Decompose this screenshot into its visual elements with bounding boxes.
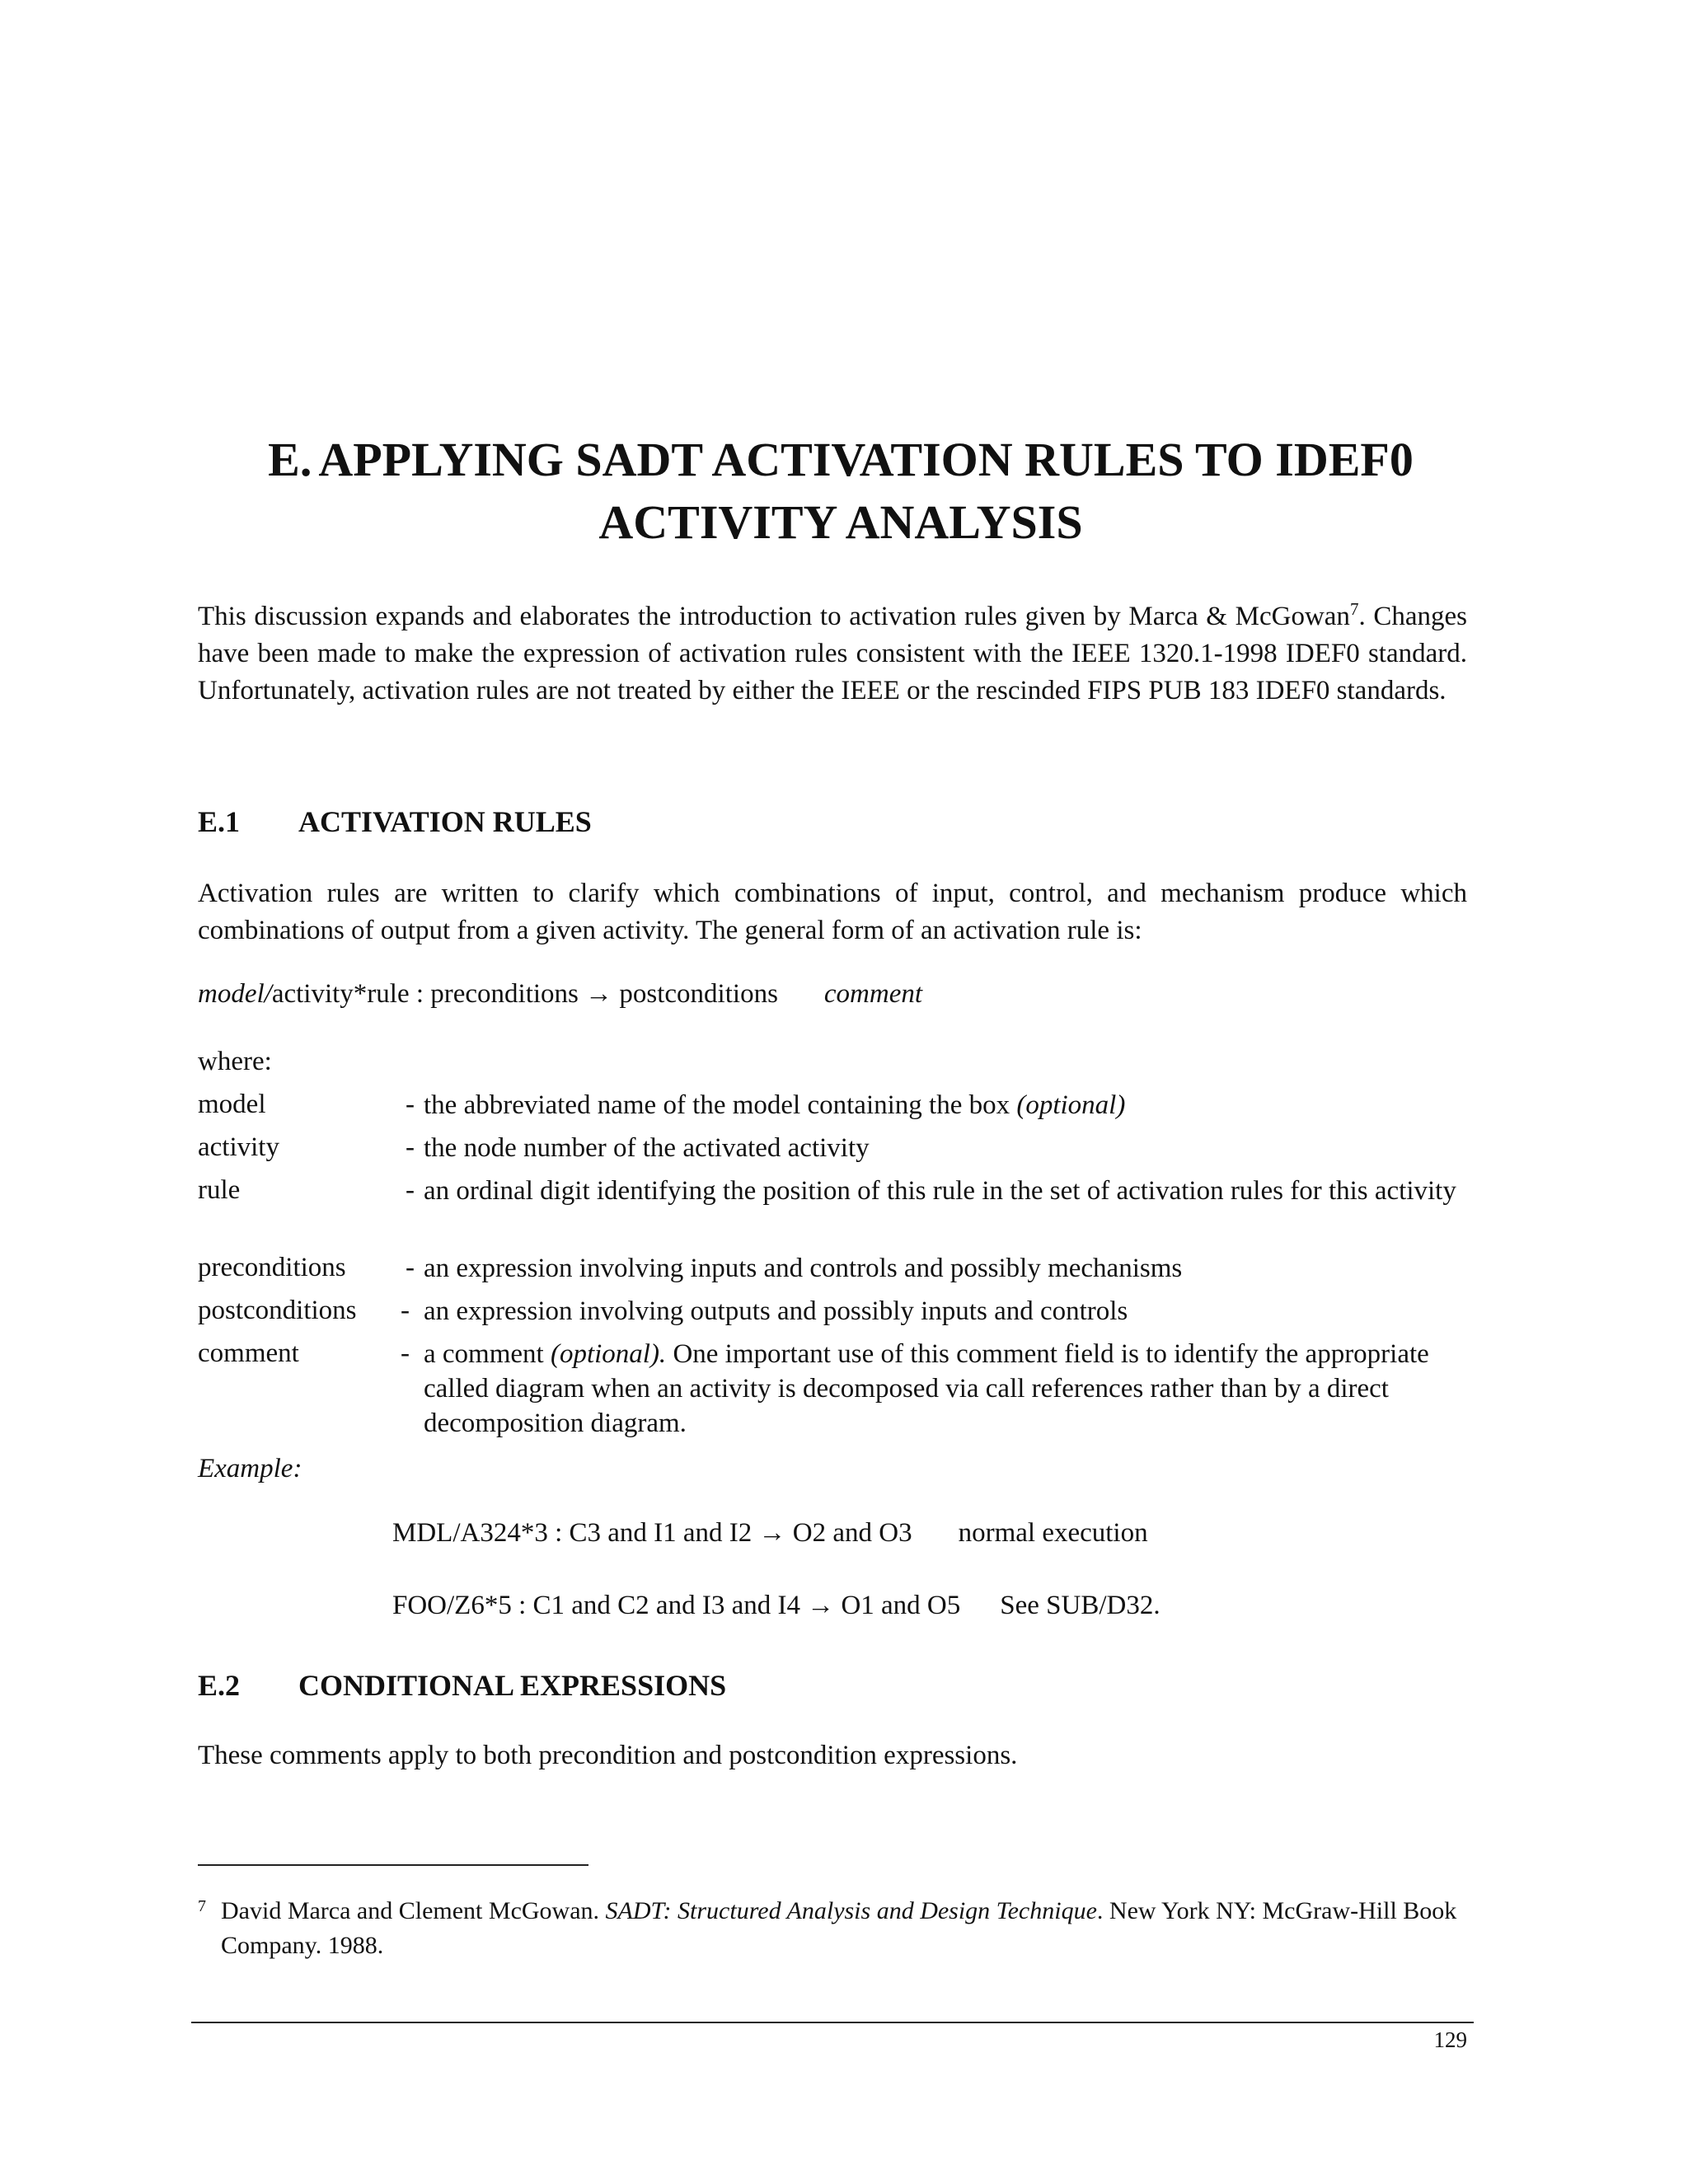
- title-number: E.: [268, 433, 312, 486]
- definition-dash: -: [401, 1296, 410, 1325]
- definition-text: an expression involving inputs and controls and possibly mechanisms: [424, 1254, 1183, 1283]
- footnote-ref[interactable]: 7: [1349, 599, 1359, 619]
- section-number: E.1: [198, 805, 241, 838]
- section-title: CONDITIONAL EXPRESSIONS: [298, 1669, 727, 1702]
- definition-term: activity: [198, 1132, 279, 1162]
- example-rule-text: MDL/A324*3 : C3 and I1 and I2 → O2 and O3: [392, 1518, 912, 1548]
- where-label: where:: [198, 1047, 272, 1076]
- example-rule-comment: normal execution: [958, 1518, 1148, 1548]
- example-rule-1: [392, 1515, 1148, 1552]
- footnote: [198, 1894, 1467, 1963]
- definition-term: rule: [198, 1175, 241, 1205]
- title-line-1: [198, 429, 1484, 491]
- example-rule-2: [392, 1587, 1160, 1624]
- footnote-book-title: SADT: Structured Analysis and Design Technique: [605, 1897, 1097, 1924]
- title-text-1: APPLYING SADT ACTIVATION RULES TO IDEF0: [318, 433, 1414, 486]
- footnote-number: 7: [198, 1897, 206, 1915]
- page-number: 129: [1433, 2027, 1467, 2052]
- definition-dash: -: [406, 1132, 415, 1162]
- example-rule-text: FOO/Z6*5 : C1 and C2 and I3 and I4 → O1 and O5: [392, 1591, 961, 1620]
- page-title: [198, 429, 1484, 554]
- definition-text: an ordinal digit identifying the position of this rule in the set of activation rules for this activity: [424, 1176, 1456, 1206]
- section-heading-e2: [198, 1666, 726, 1704]
- section-title: ACTIVATION RULES: [298, 805, 592, 838]
- section-number: E.2: [198, 1669, 241, 1702]
- definition-term: comment: [198, 1338, 299, 1368]
- definition-dash: -: [406, 1175, 415, 1205]
- definition-text: the node number of the activated activity: [424, 1133, 870, 1163]
- definition-dash: -: [401, 1338, 410, 1368]
- definition-term: postconditions: [198, 1296, 357, 1325]
- intro-text-end: . Changes have been made to make the expression of activation rules consistent with the IEEE 1320.1-1998 IDEF0 standard. Unfortunately, activation rules are not treated by either the IEEE or the rescinded FIPS PUB 183 IDEF0 standards.: [198, 602, 1467, 705]
- footnote-text: David Marca and Clement McGowan. SADT: Structured Analysis and Design Technique. New York NY: McGraw-Hill Book Company. 1988.: [221, 1897, 1457, 1959]
- definition-text: a comment (optional). One important use of this comment field is to identify the appropriate called diagram when an activity is decomposed via call references rather than by a direct decomposition diagram.: [424, 1339, 1429, 1438]
- activation-rule-form: [198, 976, 922, 1013]
- definition-term: model: [198, 1090, 266, 1119]
- footnote-separator: [198, 1864, 588, 1866]
- page-footer-rule: [191, 2022, 1474, 2023]
- example-label: Example:: [198, 1454, 302, 1483]
- section-heading-e1: [198, 803, 592, 841]
- title-line-2: ACTIVITY ANALYSIS: [598, 495, 1083, 549]
- definition-text: the abbreviated name of the model containing the box (optional): [424, 1090, 1126, 1120]
- section-paragraph: These comments apply to both precondition and postcondition expressions.: [198, 1741, 1018, 1770]
- form-rest: activity*rule : preconditions → postconditions: [271, 979, 778, 1009]
- intro-text: This discussion expands and elaborates the introduction to activation rules given by Marca & McGowan: [198, 602, 1350, 631]
- definition-dash: -: [406, 1253, 415, 1282]
- definition-text: an expression involving outputs and possibly inputs and controls: [424, 1296, 1128, 1326]
- section-paragraph: Activation rules are written to clarify which combinations of input, control, and mechanism produce which combinations of output from a given activity. The general form of an activation rule is:: [198, 879, 1467, 945]
- example-rule-comment: See SUB/D32.: [1000, 1591, 1160, 1620]
- form-model: model/: [198, 979, 272, 1009]
- definition-term: preconditions: [198, 1253, 346, 1282]
- intro-paragraph: [198, 598, 1467, 710]
- definition-dash: -: [406, 1090, 415, 1119]
- form-comment: comment: [823, 979, 923, 1009]
